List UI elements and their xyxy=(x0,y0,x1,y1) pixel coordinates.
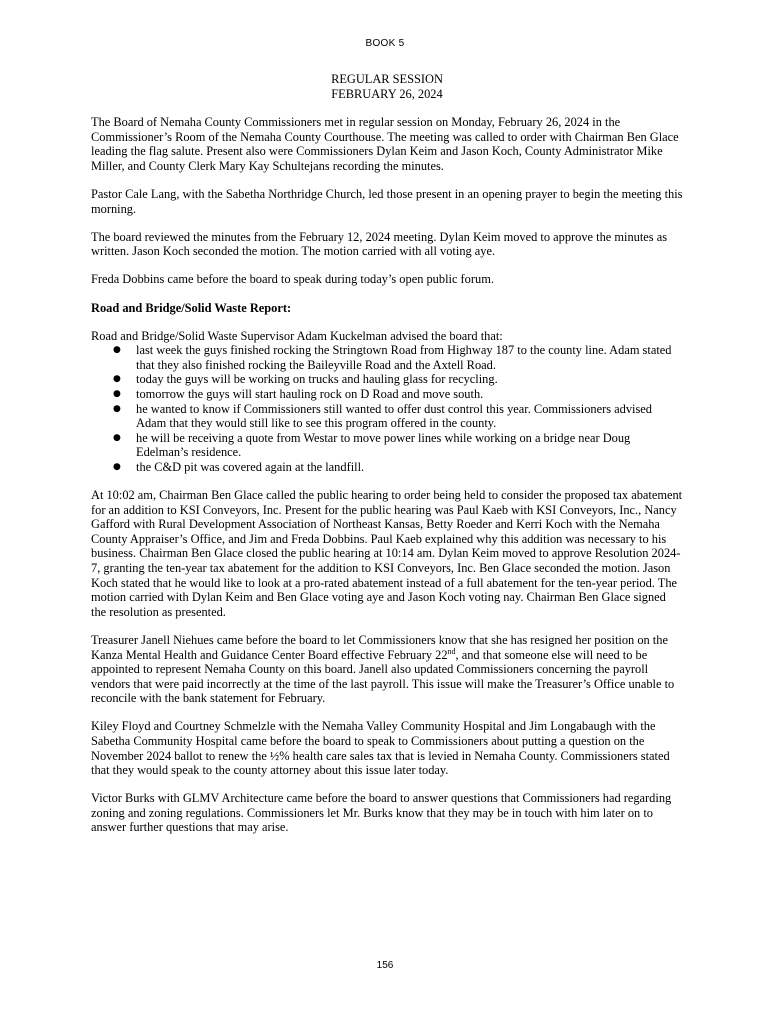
list-item-text: last week the guys finished rocking the Stringtown Road from Highway 187 to the county line. Adam stated that they also finished rocking the Baileyville Road and the Axtell Road. xyxy=(136,343,672,372)
bullet-icon: ● xyxy=(113,461,121,472)
session-title-line1: REGULAR SESSION xyxy=(331,72,443,86)
list-item xyxy=(91,372,683,387)
document-body xyxy=(91,72,683,849)
minutes-paragraph: The board reviewed the minutes from the February 12, 2024 meeting. Dylan Keim moved to approve the minutes as written. Jason Koch seconded the motion. The motion carried with all voting aye. xyxy=(91,229,668,259)
list-item xyxy=(91,387,683,402)
page-number: 156 xyxy=(376,960,394,971)
session-title-date: FEBRUARY 26, 2024 xyxy=(331,86,443,101)
bullet-icon: ● xyxy=(113,403,121,414)
list-item-text: he wanted to know if Commissioners still wanted to offer dust control this year. Commissioners advised Adam that they would still like to see this program offered in the county. xyxy=(136,401,652,431)
public-forum-paragraph: Freda Dobbins came before the board to speak during today’s open public forum. xyxy=(91,272,494,287)
road-bridge-heading: Road and Bridge/Solid Waste Report: xyxy=(91,300,292,315)
bullet-icon: ● xyxy=(113,345,121,356)
opening-paragraph: The Board of Nemaha County Commissioners met in regular session on Monday, February 26, 2024 in the Commissioner’s Room of the Nemaha County Courthouse. The meeting was called to order with Chairman Ben Glace leading the flag salute. Present also were Commissioners Dylan Keim and Jason Koch, County Administrator Mike Miller, and County Clerk Mary Kay Schultejans recording the minutes. xyxy=(91,115,679,173)
list-item-text: today the guys will be working on trucks and hauling glass for recycling. xyxy=(136,372,498,387)
ordinal-suffix: nd xyxy=(447,646,456,656)
bullet-icon: ● xyxy=(113,432,121,443)
list-item xyxy=(91,431,683,460)
bullet-icon: ● xyxy=(113,374,121,385)
bullet-icon: ● xyxy=(113,389,121,399)
list-item xyxy=(91,402,683,431)
list-item xyxy=(91,460,683,475)
treasurer-paragraph xyxy=(91,633,683,706)
glmv-paragraph: Victor Burks with GLMV Architecture came before the board to answer questions that Commissioners had regarding zoning and zoning regulations. Commissioners let Mr. Burks know that they may be in touch with him later on to answer further questions that may arise. xyxy=(91,791,672,835)
treasurer-text-part2: , and that someone else will need to be appointed to represent Nemaha County on this board. Janell also updated Commissioners concerning the payroll vendors that were paid incorrectly at the time of the last payroll. This issue will make the Treasurer’s Office unable to reconcile with the bank statement for February. xyxy=(91,647,675,706)
prayer-paragraph: Pastor Cale Lang, with the Sabetha Northridge Church, led those present in an opening prayer to begin the meeting this morning. xyxy=(91,187,683,216)
list-item-text: he will be receiving a quote from Westar to move power lines while working on a bridge near Doug Edelman’s residence. xyxy=(136,430,631,460)
book-label: BOOK 5 xyxy=(365,38,405,49)
list-item-text: tomorrow the guys will start hauling rock on D Road and move south. xyxy=(136,387,484,401)
hospital-paragraph: Kiley Floyd and Courtney Schmelzle with the Nemaha Valley Community Hospital and Jim Longabaugh with the Sabetha Community Hospital came before the board to speak to Commissioners about putting a question on the November 2024 ballot to renew the ½% health care sales tax that is levied in Nemaha County. Commissioners stated that they would speak to the county attorney about this issue later today. xyxy=(91,719,670,778)
road-bridge-list xyxy=(91,343,683,474)
public-hearing-paragraph: At 10:02 am, Chairman Ben Glace called the public hearing to order being held to consider the proposed tax abatement for an addition to KSI Conveyors, Inc. Present for the public hearing was Paul Kaeb with KSI Conveyors, Inc., Nancy Gafford with Rural Development Association of Northeast Kansas, Betty Roeder and Kerri Koch with the Nemaha County Appraiser’s Office, and Jim and Freda Dobbins. Paul Kaeb explained why this addition was necessary to his business. Chairman Ben Glace closed the public hearing at 10:14 am. Dylan Keim moved to approve Resolution 2024-7, granting the ten-year tax abatement for the addition to KSI Conveyors, Inc. Ben Glace seconded the motion. Jason Koch stated that he would like to look at a pro-rated abatement instead of a full abatement for the ten-year period. The motion carried with Dylan Keim and Ben Glace voting aye and Jason Koch voting nay. Chairman Ben Glace signed the resolution as presented. xyxy=(91,488,683,619)
list-item-text: the C&D pit was covered again at the landfill. xyxy=(136,459,365,474)
session-title xyxy=(91,72,683,101)
road-bridge-intro: Road and Bridge/Solid Waste Supervisor Adam Kuckelman advised the board that: xyxy=(91,328,503,343)
treasurer-text-part1: Treasurer Janell Niehues came before the board to let Commissioners know that she has resigned her position on the Kanza Mental Health and Guidance Center Board effective February 22 xyxy=(91,632,668,662)
list-item xyxy=(91,343,683,372)
